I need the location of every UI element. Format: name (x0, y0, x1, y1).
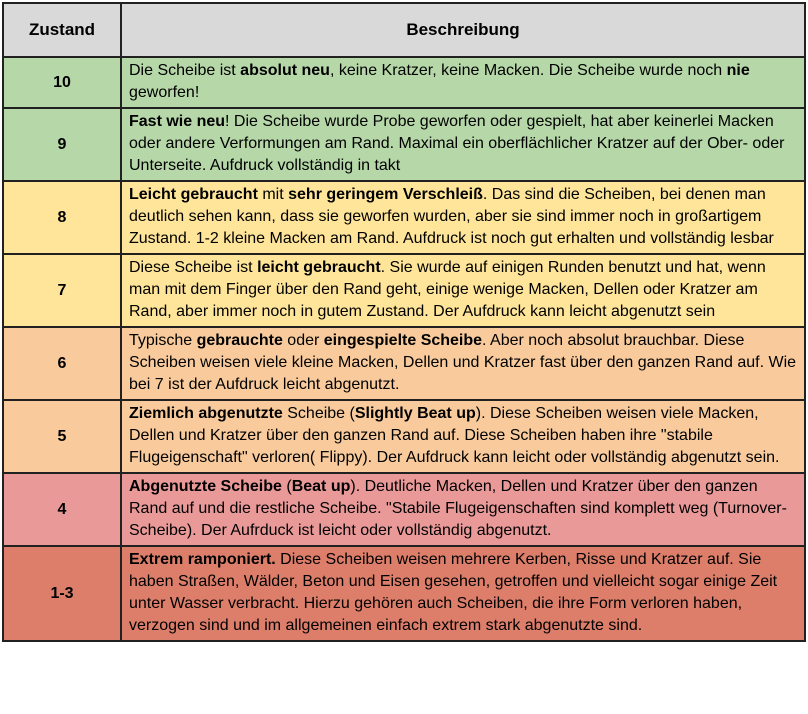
description-text: ). Diese Scheiben weisen viele Macken, Dellen und Kratzer über den ganzen Rand auf. Diese Scheiben haben ihre "stabile Flugeigenschaft" verloren( Flippy). Der Aufdruck kann leicht oder vollständig abgenutzt sein. (129, 405, 780, 466)
table-row (3, 473, 805, 546)
description-text: Diese Scheiben weisen mehrere Kerben, Risse und Kratzer auf. Sie haben Straßen, Wälder, Beton und Eisen gesehen, getroffen und vielleicht sogar einige Zeit unter Wasser verbracht. Hierzu gehören auch Scheiben, die ihre Form verloren haben, verzogen sind und im allgemeinen einfach extrem stark abgenutzte sind. (129, 551, 778, 634)
condition-value: 4 (3, 473, 121, 546)
description-text-bold: sehr geringem Verschleiß (288, 186, 483, 203)
description-text: ( (281, 478, 292, 495)
description-text-bold: Ziemlich abgenutzte (129, 405, 283, 422)
description-text: ). Deutliche Macken, Dellen und Kratzer über den ganzen Rand auf und die restliche Scheibe. "Stabile Flugeigenschaften sind komplett weg (Turnover-Scheibe). Der Aufrduck ist leicht oder vollständig abgenutzt. (129, 478, 787, 539)
description-text-bold: nie (726, 62, 750, 79)
condition-description (121, 327, 805, 400)
description-text-bold: Extrem ramponiert. (129, 551, 276, 568)
description-text: . Das sind die Scheiben, bei denen man deutlich sehen kann, dass sie geworfen wurden, aber sie sind immer noch in großartigem Zustand. 1-2 kleine Macken am Rand. Aufdruck ist noch gut erhalten und vollständig lesbar (129, 186, 774, 247)
description-text: . Sie wurde auf einigen Runden benutzt und hat, wenn man mit dem Finger über den Rand geht, einige wenige Macken, Dellen oder Kratzer am Rand, aber immer noch in gutem Zustand. Der Aufdruck kann leicht abgenutzt sein (129, 259, 766, 320)
table-row (3, 57, 805, 108)
condition-value: 1-3 (3, 546, 121, 641)
condition-description (121, 57, 805, 108)
condition-description (121, 400, 805, 473)
description-text-bold: Abgenutzte Scheibe (129, 478, 282, 495)
description-text: Scheibe ( (282, 405, 355, 422)
table-row (3, 108, 805, 181)
description-text-bold: Leicht gebraucht (129, 186, 258, 203)
condition-value: 6 (3, 327, 121, 400)
description-text-bold: Beat up (291, 478, 351, 495)
disc-condition-table (2, 2, 806, 642)
table-body (3, 57, 805, 641)
description-text: oder (282, 332, 324, 349)
header-beschreibung: Beschreibung (121, 3, 805, 57)
description-text-bold: Slightly Beat up (354, 405, 476, 422)
header-zustand: Zustand (3, 3, 121, 57)
description-text-bold: absolut neu (240, 62, 330, 79)
condition-description (121, 108, 805, 181)
condition-value: 7 (3, 254, 121, 327)
description-text: Die Scheibe ist (129, 62, 241, 79)
table-row (3, 254, 805, 327)
header-row (3, 3, 805, 57)
description-text: , keine Kratzer, keine Macken. Die Scheibe wurde noch (329, 62, 727, 79)
description-text: . Aber noch absolut brauchbar. Diese Scheiben weisen viele kleine Macken, Dellen und Kratzer fast über den ganzen Rand auf. Wie bei 7 ist der Aufdruck leicht abgenutzt. (129, 332, 797, 393)
condition-value: 8 (3, 181, 121, 254)
description-text-bold: Fast wie neu (129, 113, 226, 130)
condition-value: 9 (3, 108, 121, 181)
description-text-bold: gebrauchte (196, 332, 283, 349)
description-text: mit (257, 186, 289, 203)
condition-value: 10 (3, 57, 121, 108)
condition-description (121, 181, 805, 254)
condition-description (121, 254, 805, 327)
description-text: ! Die Scheibe wurde Probe geworfen oder gespielt, hat aber keinerlei Macken oder andere Verformungen am Rand. Maximal ein oberflächlicher Kratzer auf der Ober- oder Unterseite. Aufdruck vollständig in takt (129, 113, 785, 174)
table-row (3, 400, 805, 473)
condition-description (121, 473, 805, 546)
condition-value: 5 (3, 400, 121, 473)
description-text-bold: eingespielte Scheibe (323, 332, 483, 349)
table-row (3, 546, 805, 641)
condition-description (121, 546, 805, 641)
table-row (3, 181, 805, 254)
description-text: geworfen! (129, 84, 200, 101)
description-text: Diese Scheibe ist (129, 259, 258, 276)
description-text-bold: leicht gebraucht (257, 259, 381, 276)
description-text: Typische (129, 332, 197, 349)
table-row (3, 327, 805, 400)
